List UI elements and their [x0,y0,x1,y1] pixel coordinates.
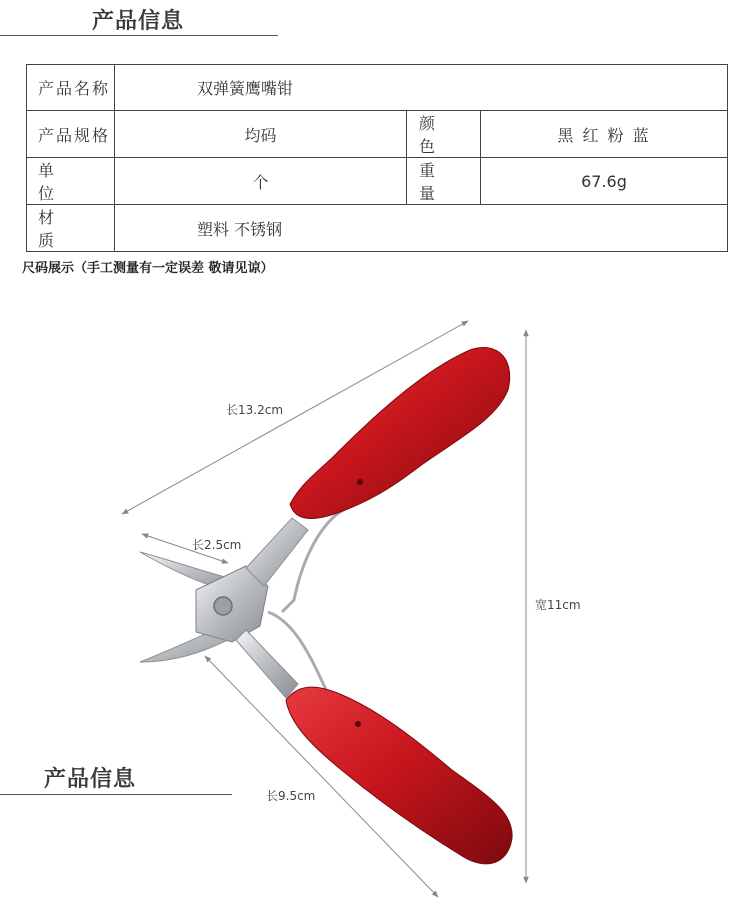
dimension-label-total-length: 长13.2cm [226,403,284,417]
dimension-label-blade-length: 长2.5cm [192,538,242,552]
spec-label-unit: 单 位 [27,158,115,205]
spec-label-size: 产品规格 [27,111,115,158]
section-title-rule-bottom [0,794,232,795]
spec-value-size: 均码 [115,111,407,158]
spec-value-color: 黑 红 粉 蓝 [481,111,728,158]
spec-label-weight: 重 量 [407,158,481,205]
spec-value-name: 双弹簧鹰嘴钳 [115,65,728,111]
lower-handle-rivet [355,721,361,727]
dimension-label-width: 宽11cm [535,598,581,612]
spec-label-color: 颜 色 [407,111,481,158]
spec-label-name: 产品名称 [27,65,115,111]
spec-value-unit: 个 [115,158,407,205]
section-title-bottom: 产品信息 [44,767,137,792]
dimension-label-handle-length: 长9.5cm [266,789,316,803]
upper-handle-rivet [357,479,363,485]
pivot-screw [214,597,232,615]
spec-label-material: 材 质 [27,205,115,252]
spec-value-material: 塑料 不锈钢 [115,205,728,252]
size-note: 尺码展示（手工测量有一定误差 敬请见谅） [22,261,274,276]
upper-handle [290,348,510,519]
lower-shank [236,630,298,698]
section-title-top: 产品信息 [92,9,185,34]
spec-value-weight: 67.6g [481,158,728,205]
pliers-image [140,348,512,864]
